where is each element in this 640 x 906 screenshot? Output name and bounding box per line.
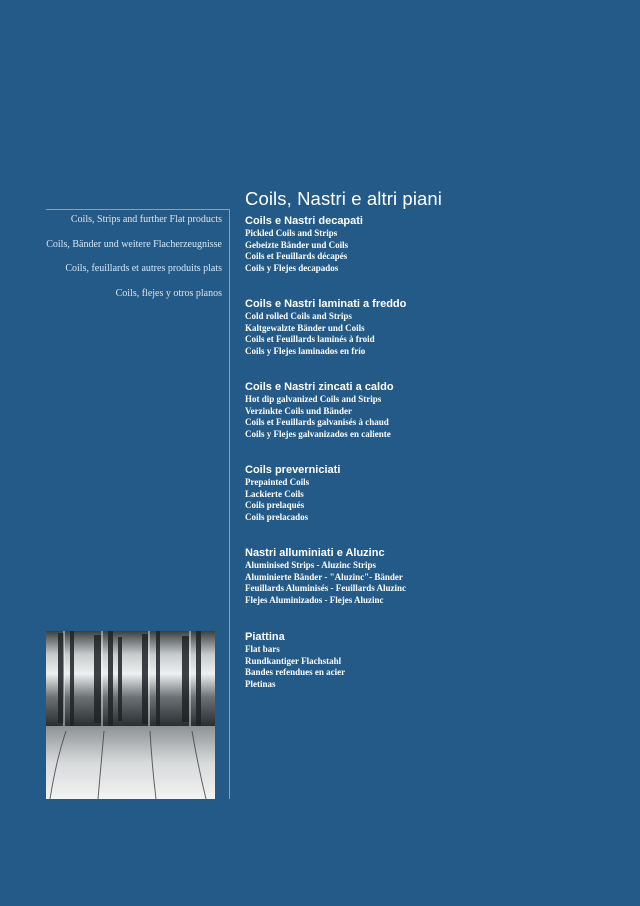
section-line: Feuillards Aluminisés - Feuillards Aluzinc: [245, 583, 407, 594]
section-line: Pickled Coils and Strips: [245, 228, 338, 238]
section-line: Lackierte Coils: [245, 488, 304, 499]
section-line: Coils et Feuillards laminés à froid: [245, 334, 375, 345]
section-heading: Coils e Nastri zincati a caldo: [245, 381, 394, 393]
section-prepainted: [245, 464, 340, 523]
section-line: Hot dip galvanized Coils and Strips: [245, 394, 382, 404]
section-line: Flejes Aluminizados - Flejes Aluzinc: [245, 594, 384, 605]
section-heading: Piattina: [245, 631, 285, 643]
title-german: Coils, Bänder und weitere Flacherzeugnisse: [46, 238, 222, 250]
section-line: Coils et Feuillards galvanisés à chaud: [245, 417, 389, 428]
horizontal-divider: [46, 209, 230, 210]
title-spanish: Coils, flejes y otros planos: [115, 287, 222, 299]
steel-slitting-rolls-photo: [46, 631, 215, 799]
section-line: Coils et Feuillards décapés: [245, 251, 348, 262]
page-title: Coils, Nastri e altri piani: [245, 188, 443, 209]
section-heading: Coils e Nastri laminati a freddo: [245, 298, 407, 310]
section-line: Coils prelacados: [245, 511, 309, 522]
title-english: Coils, Strips and further Flat products: [70, 214, 222, 225]
section-heading: Coils preverniciati: [245, 464, 341, 476]
section-line: Gebeizte Bänder und Coils: [245, 239, 349, 250]
section-heading: Coils e Nastri decapati: [245, 215, 363, 227]
title-french: Coils, feuillards et autres produits plats: [65, 263, 222, 274]
section-line: Aluminierte Bänder - "Aluzinc"- Bänder: [245, 571, 403, 582]
section-aluminised: [245, 547, 406, 606]
section-pickled: [245, 215, 363, 274]
translated-titles: [40, 214, 222, 312]
section-line: Pletinas: [245, 678, 276, 689]
section-line: Prepainted Coils: [245, 477, 310, 487]
section-cold-rolled: [245, 298, 406, 357]
section-line: Aluminised Strips - Aluzinc Strips: [245, 560, 377, 570]
section-line: Rundkantiger Flachstahl: [245, 655, 342, 666]
section-line: Verzinkte Coils und Bänder: [245, 405, 352, 416]
section-line: Coils y Flejes galvanizados en caliente: [245, 428, 391, 439]
section-line: Coils y Flejes laminados en frío: [245, 345, 366, 356]
section-line: Coils y Flejes decapados: [245, 262, 339, 273]
section-line: Kaltgewalzte Bänder und Coils: [245, 322, 365, 333]
section-flat-bars: [245, 631, 345, 690]
section-line: Cold rolled Coils and Strips: [245, 311, 352, 321]
vertical-divider: [229, 209, 230, 799]
section-galvanized: [245, 381, 394, 440]
section-line: Flat bars: [245, 644, 280, 654]
section-line: Coils prelaqués: [245, 500, 305, 511]
section-line: Bandes refendues en acier: [245, 667, 346, 678]
section-heading: Nastri alluminiati e Aluzinc: [245, 547, 385, 559]
